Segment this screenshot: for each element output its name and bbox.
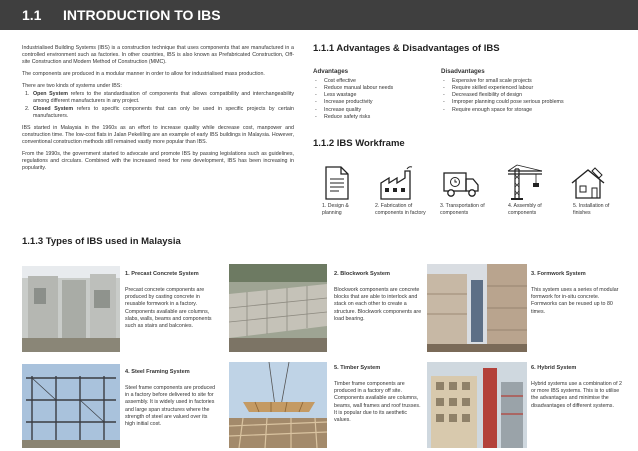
list-text: Require skilled experienced labour: [452, 84, 534, 91]
list-text: Increase quality: [324, 106, 362, 113]
section-header: [0, 0, 638, 30]
intro-text: [22, 45, 294, 177]
intro-paragraph: The components are produced in a modular manner in order to allow for industrialised mass production.: [22, 70, 265, 77]
workframe-step-label: 2. Fabrication of components in factory: [375, 203, 426, 216]
list-item: [22, 91, 294, 105]
bullet-dash: -: [315, 92, 317, 99]
list-item: [441, 92, 621, 99]
intro-paragraph: From the 1990s, the government started to advocate and promote IBS by passing legislations such as guidelines, regulations and circulars. Combined with the increased need for new development, IBS has been increasing in popularity.: [22, 150, 294, 171]
list-text: Less wastage: [324, 92, 357, 99]
bullet-dash: -: [443, 99, 445, 106]
steel-photo: [22, 364, 120, 448]
factory-icon: [378, 163, 418, 203]
list-item: [441, 85, 621, 92]
list-text: Increase productivity: [324, 99, 373, 106]
ibs-type-title: 6. Hybrid System: [531, 365, 577, 371]
workframe-heading: 1.1.2 IBS Workframe: [313, 138, 405, 149]
bullet-dash: -: [443, 77, 445, 84]
bullet-dash: -: [443, 92, 445, 99]
list-item: [313, 114, 433, 121]
list-item: [441, 107, 621, 114]
list-text: Improper planning could pose serious problems: [452, 99, 564, 106]
ibs-type-description: Timber frame components are produced in a factory off site. Components available are columns, beams, wall frames and roof trusses. It is popular due to its aesthetic values.: [334, 380, 421, 424]
ibs-type-description: Hybrid systems use a combination of 2 or more IBS systems. This is to utilise the advantages and minimise the disadvantages of different systems.: [531, 380, 622, 409]
list-term: Closed System: [33, 105, 74, 112]
truck-icon: [441, 163, 481, 203]
ibs-type-card: [334, 365, 424, 425]
intro-paragraph: There are two kinds of systems under IBS:: [22, 82, 122, 89]
section-title: INTRODUCTION TO IBS: [63, 7, 221, 23]
list-text: Reduce safety risks: [324, 114, 371, 121]
list-item: [441, 78, 621, 85]
blockwork-photo: [229, 264, 327, 352]
list-text: Expensive for small scale projects: [452, 77, 532, 84]
workframe-step-label: 5. Installation of finishes: [573, 203, 610, 216]
list-item: [313, 85, 433, 92]
list-text: refers to specific components that can only be used in specific projects by certain manufacturers.: [33, 105, 294, 120]
bullet-dash: -: [443, 106, 445, 113]
bullet-dash: -: [315, 99, 317, 106]
bullet-dash: -: [315, 106, 317, 113]
ibs-type-description: This system uses a series of modular formwork for in-situ concrete. Formworks can be reused up to 80 times.: [531, 286, 619, 315]
ibs-type-description: Blockwork components are concrete blocks that are able to interlock and stack on each other to create a structure. Blockwork components are load bearing.: [334, 286, 422, 322]
workframe-step-label: 3. Transportation of components: [440, 203, 485, 216]
advantages-heading: 1.1.1 Advantages & Disadvantages of IBS: [313, 43, 500, 54]
list-text: Reduce manual labour needs: [324, 84, 394, 91]
ibs-type-card: [125, 369, 217, 429]
list-item: [313, 78, 433, 85]
ibs-type-card: [531, 365, 623, 410]
list-number: 2.: [25, 105, 30, 112]
workframe-step-label: 4. Assembly of components: [508, 203, 542, 216]
timber-photo: [229, 362, 327, 448]
list-item: [22, 106, 294, 120]
ibs-type-title: 2. Blockwork System: [334, 271, 390, 277]
ibs-type-title: 3. Formwork System: [531, 271, 586, 277]
list-text: Decreased flexibility of design: [452, 92, 523, 99]
ibs-type-title: 1. Precast Concrete System: [125, 271, 199, 277]
hybrid-photo: [427, 362, 527, 448]
disadvantages-label: Disadvantages: [441, 68, 485, 75]
disadvantages-column: [441, 68, 621, 114]
disadvantages-list: [441, 78, 621, 114]
ibs-type-title: 5. Timber System: [334, 365, 381, 371]
list-item: [313, 107, 433, 114]
crane-icon: [505, 163, 545, 203]
advantages-column: [313, 68, 433, 121]
precast-photo: [22, 266, 120, 352]
list-term: Open System: [33, 90, 68, 97]
workframe-step-label: 1. Design & planning: [322, 203, 349, 216]
intro-paragraph: Industrialised Building Systems (IBS) is a construction technique that uses components that are manufactured in a controlled environment such as factories. In other countries, IBS is also known as Prefabricated Construction, Off-site Construction and Modern Method of Construction (MMC).: [22, 45, 294, 66]
bullet-dash: -: [315, 84, 317, 91]
house-icon: [568, 163, 608, 203]
ibs-type-description: Precast concrete components are produced by casting concrete in reusable formwork in a factory. Components available are columns, slabs, walls, beams and components such as stairs and balconies.: [125, 286, 212, 330]
document-icon: [317, 163, 357, 203]
ibs-type-description: Steel frame components are produced in a factory before delivered to site for assembly. It is widely used in factories and large span structures where the strength of steel are valued over its high initial cost.: [125, 384, 216, 428]
advantages-list: [313, 78, 433, 122]
list-number: 1.: [25, 90, 30, 97]
bullet-dash: -: [315, 114, 317, 121]
intro-paragraph: IBS started in Malaysia in the 1960s as an effort to increase quality while decrease cost, manpower and construction time. The low-cost flats in Jalan Pekeliling are an example of early IBS buildings in Malaysia. However, conventional construction methods still remained vastly more popular than IBS.: [22, 124, 294, 146]
formwork-photo: [427, 264, 527, 352]
list-text: refers to the standardisation of components that allows compatibility and interchangeability among different manufacturers in any project.: [33, 90, 294, 104]
bullet-dash: -: [315, 77, 317, 84]
ibs-type-title: 4. Steel Framing System: [125, 369, 190, 375]
list-text: Cost effective: [324, 77, 356, 84]
list-item: [313, 92, 433, 99]
ibs-type-card: [334, 271, 424, 323]
types-heading: 1.1.3 Types of IBS used in Malaysia: [22, 236, 181, 247]
ibs-type-card: [531, 271, 623, 316]
list-text: Require enough space for storage: [452, 106, 533, 113]
ibs-type-card: [125, 271, 215, 331]
section-number: 1.1: [22, 7, 42, 23]
list-item: [313, 99, 433, 106]
system-list: [22, 91, 294, 121]
advantages-label: Advantages: [313, 68, 349, 75]
bullet-dash: -: [443, 84, 445, 91]
list-item: [441, 99, 621, 106]
